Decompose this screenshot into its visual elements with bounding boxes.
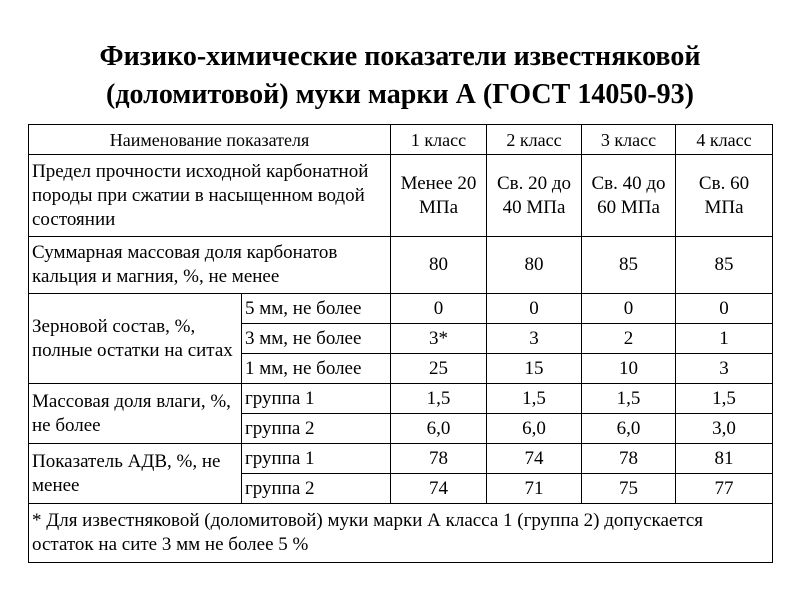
grain-1mm-value-2: 15 (487, 354, 582, 384)
header-class-1: 1 класс (391, 125, 487, 155)
adv-g2-value-3: 75 (582, 474, 676, 504)
strength-value-3: Св. 40 до 60 МПа (582, 155, 676, 237)
adv-sub-group-2: группа 2 (242, 474, 391, 504)
moisture-sub-group-2: группа 2 (242, 414, 391, 444)
moisture-g2-value-2: 6,0 (487, 414, 582, 444)
header-class-2: 2 класс (487, 125, 582, 155)
grain-3mm-value-4: 1 (676, 324, 773, 354)
adv-g1-value-4: 81 (676, 444, 773, 474)
carbonates-value-4: 85 (676, 237, 773, 294)
header-class-4: 4 класс (676, 125, 773, 155)
adv-g2-value-4: 77 (676, 474, 773, 504)
strength-label: Предел прочности исходной карбонатной породы при сжатии в насыщенном водой состоянии (29, 155, 391, 237)
table-header-row (29, 125, 773, 155)
grain-1mm-value-1: 25 (391, 354, 487, 384)
header-class-3: 3 класс (582, 125, 676, 155)
grain-5mm-value-4: 0 (676, 294, 773, 324)
strength-value-1: Менее 20 МПа (391, 155, 487, 237)
carbonates-value-1: 80 (391, 237, 487, 294)
moisture-label: Массовая доля влаги, %, не более (29, 384, 242, 444)
grain-3mm-value-1: 3* (391, 324, 487, 354)
table-row-adv-group-1 (29, 444, 773, 474)
moisture-g2-value-4: 3,0 (676, 414, 773, 444)
table-row-carbonates (29, 237, 773, 294)
grain-sub-3mm: 3 мм, не более (242, 324, 391, 354)
grain-5mm-value-2: 0 (487, 294, 582, 324)
grain-5mm-value-1: 0 (391, 294, 487, 324)
table-row-moisture-group-1 (29, 384, 773, 414)
grain-5mm-value-3: 0 (582, 294, 676, 324)
strength-value-2: Св. 20 до 40 МПа (487, 155, 582, 237)
carbonates-value-3: 85 (582, 237, 676, 294)
moisture-g1-value-3: 1,5 (582, 384, 676, 414)
moisture-sub-group-1: группа 1 (242, 384, 391, 414)
table-row-footnote (29, 504, 773, 563)
grain-sub-5mm: 5 мм, не более (242, 294, 391, 324)
carbonates-value-2: 80 (487, 237, 582, 294)
title-line-1: Физико-химические показатели известняковой (99, 41, 701, 72)
moisture-g2-value-3: 6,0 (582, 414, 676, 444)
moisture-g1-value-4: 1,5 (676, 384, 773, 414)
grain-3mm-value-2: 3 (487, 324, 582, 354)
moisture-g1-value-1: 1,5 (391, 384, 487, 414)
adv-g1-value-1: 78 (391, 444, 487, 474)
adv-label: Показатель АДВ, %, не менее (29, 444, 242, 504)
adv-g1-value-2: 74 (487, 444, 582, 474)
adv-g2-value-1: 74 (391, 474, 487, 504)
footnote: * Для известняковой (доломитовой) муки марки А класса 1 (группа 2) допускается остаток на сите 3 мм не более 5 % (29, 504, 773, 563)
grain-1mm-value-4: 3 (676, 354, 773, 384)
table-row-grain-5mm (29, 294, 773, 324)
grain-3mm-value-3: 2 (582, 324, 676, 354)
strength-value-4: Св. 60 МПа (676, 155, 773, 237)
adv-g2-value-2: 71 (487, 474, 582, 504)
grain-sub-1mm: 1 мм, не более (242, 354, 391, 384)
moisture-g2-value-1: 6,0 (391, 414, 487, 444)
table-row-strength (29, 155, 773, 237)
adv-sub-group-1: группа 1 (242, 444, 391, 474)
slide-title (0, 38, 800, 114)
grain-label: Зерновой состав, %, полные остатки на ситах (29, 294, 242, 384)
moisture-g1-value-2: 1,5 (487, 384, 582, 414)
carbonates-label: Суммарная массовая доля карбонатов кальция и магния, %, не менее (29, 237, 391, 294)
header-name-cell: Наименование показателя (29, 125, 391, 155)
adv-g1-value-3: 78 (582, 444, 676, 474)
gost-table (28, 124, 773, 563)
title-line-2: (доломитовой) муки марки А (ГОСТ 14050-93) (106, 79, 694, 110)
grain-1mm-value-3: 10 (582, 354, 676, 384)
